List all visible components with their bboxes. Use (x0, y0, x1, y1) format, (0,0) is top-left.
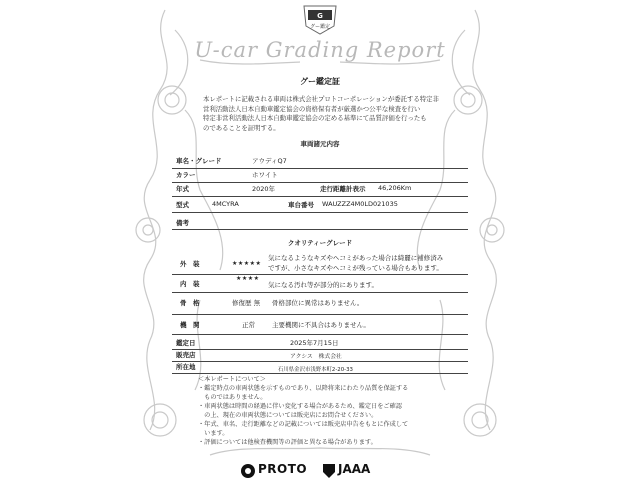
year-value: 2020年 (252, 185, 276, 193)
note-line: ものではありません。 (198, 394, 267, 401)
jaaa-logo-icon (322, 463, 336, 479)
appraisal-row-address (172, 361, 468, 374)
proto-logo-text: PROTO (258, 462, 308, 476)
spec-section-title: 車両諸元内容 (300, 140, 340, 148)
mechanism-value: 正常 (242, 321, 255, 329)
proto-logo-icon (240, 463, 256, 479)
emblem-text: グー鑑定 (309, 24, 331, 30)
interior-label: 内 装 (180, 280, 200, 288)
date-value: 2025年7月15日 (290, 339, 339, 347)
mileage-label: 走行距離計表示 (320, 185, 366, 193)
intro-line: のであることを証明する。 (203, 123, 280, 132)
quality-section-title: クオリティーグレード (287, 239, 353, 247)
note-line: ・鑑定時点の車両状態を示すものであり、以降将来にわたり品質を保証する (198, 385, 409, 392)
mileage-value: 46,206Km (378, 184, 412, 192)
intro-line: 本レポートに記載される車両は株式会社プロトコーポレーションが委託する特定非 (203, 95, 439, 103)
model-value: 4MCYRA (212, 200, 239, 208)
quality-row-mechanism (172, 314, 468, 335)
year-label: 年式 (176, 185, 189, 193)
chassis-label: 車台番号 (288, 201, 314, 209)
name-label: 車名・グレード (176, 157, 222, 165)
quality-row-frame (172, 292, 468, 315)
svg-text:G: G (317, 12, 323, 20)
exterior-label: 外 装 (180, 260, 200, 268)
address-value: 石川県金沢市浅野本町2-20-33 (278, 367, 353, 373)
dealer-label: 販売店 (176, 351, 196, 359)
intro-line: 営利活動法人日本自動車鑑定協会の資格保有者が厳選かつ公平な検査を行い (203, 104, 421, 113)
exterior-text-1: 気になるようなキズやヘコミがあった場合は綺麗に補修済み (268, 254, 444, 262)
model-label: 型式 (176, 201, 189, 209)
color-label: カラー (176, 171, 196, 179)
mechanism-text: 主要機関に不具合はありません。 (272, 321, 370, 329)
spec-row-year (172, 182, 468, 197)
intro-line: 特定非営利活動法人日本自動車鑑定協会の定める基準にて品質評価を行ったも (203, 114, 427, 123)
notes-heading: ＜本レポートについて＞ (198, 376, 266, 383)
note-line: います。 (198, 430, 229, 437)
frame-text: 骨格部位に異常はありません。 (272, 299, 364, 307)
report-notes (198, 375, 442, 447)
address-label: 所在地 (176, 363, 196, 371)
notes-label: 備考 (176, 219, 189, 227)
footer-logos (0, 462, 640, 480)
quality-row-interior (172, 274, 468, 293)
frame-value: 修復歴 無 (232, 299, 261, 307)
name-value: アウディQ7 (252, 157, 287, 165)
spec-row-name (172, 154, 468, 169)
report-script-title: U-car Grading Report (194, 38, 446, 62)
interior-stars: ★★★★ (236, 275, 260, 282)
exterior-stars: ★★★★★ (232, 260, 262, 267)
spec-row-color (172, 168, 468, 183)
grading-emblem-icon (298, 4, 342, 36)
exterior-text-2: ですが、小さなキズやヘコミが残っている場合もあります。 (268, 264, 443, 272)
frame-label: 骨 格 (180, 299, 200, 307)
chassis-value: WAUZZZ4M0LD021035 (322, 200, 398, 208)
spec-row-model (172, 197, 468, 213)
jaaa-logo-text: JAAA (338, 462, 371, 476)
note-line: ・年式、車名、走行距離などの記載については販売店申告をもとに作成して (198, 421, 409, 428)
certificate-title: グー鑑定証 (300, 77, 340, 86)
interior-text: 気になる汚れ等が部分的にあります。 (268, 281, 378, 289)
intro-paragraph (203, 95, 439, 133)
dealer-value: アクシス 株式会社 (290, 354, 342, 360)
mechanism-label: 機 関 (180, 321, 200, 329)
quality-row-exterior (172, 252, 468, 275)
date-label: 鑑定日 (176, 339, 196, 347)
color-value: ホワイト (252, 171, 278, 179)
spec-row-notes (172, 215, 468, 230)
note-line: ・評価については他検査機関等の評価と異なる場合があります。 (198, 439, 377, 446)
note-line: ・車両状態は時間の経過に伴い変化する場合があるため、鑑定日をご確認 (198, 403, 402, 410)
note-line: の上、現在の車両状態については販売店にお問合せください。 (198, 412, 378, 419)
